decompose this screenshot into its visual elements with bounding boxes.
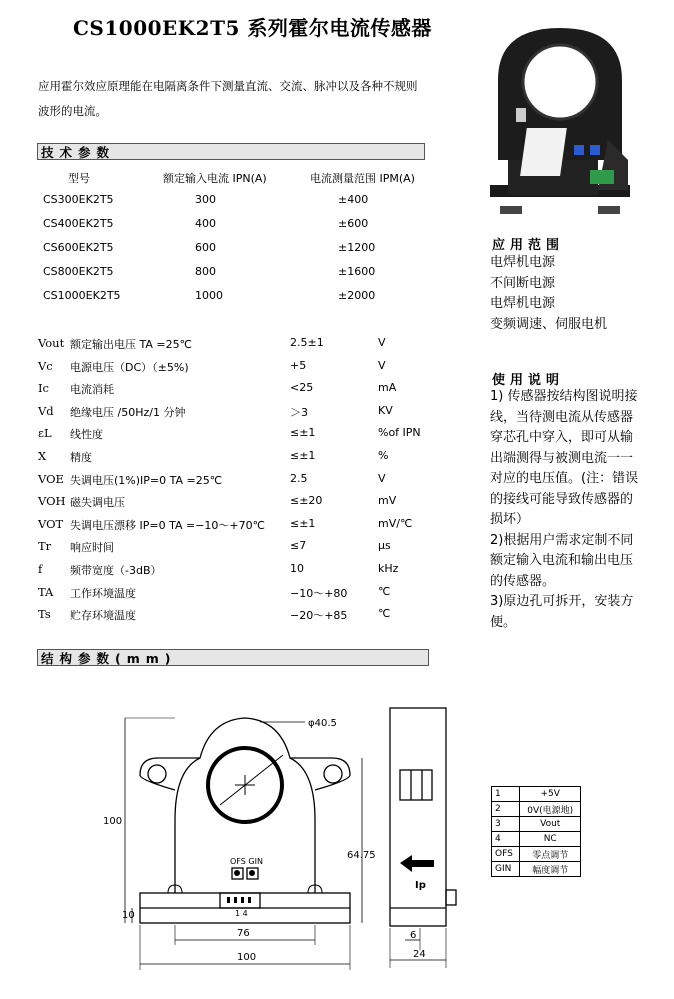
structure-section-heading: 结构参数(mm) (37, 649, 429, 666)
param-symbol: f (38, 562, 43, 576)
param-value: ≤±1 (290, 516, 316, 530)
page-title: CS1000EK2T5 系列霍尔电流传感器 (73, 16, 432, 40)
usage-line: 1) 传感器按结构图说明接 (490, 389, 638, 404)
pin-row (492, 787, 581, 802)
param-unit: kHz (378, 562, 399, 575)
pin-function: NC (520, 832, 581, 847)
dim-width-inner: 76 (237, 928, 250, 939)
param-description: 响应时间 (70, 541, 114, 555)
param-unit: % (378, 449, 389, 462)
param-unit: mV (378, 494, 397, 508)
param-symbol: X (38, 449, 47, 463)
param-description: 电流消耗 (70, 383, 114, 397)
ip-label: Ip (415, 880, 426, 891)
param-description: 额定输出电压 TA =25℃ (70, 338, 192, 351)
application-heading: 应用范围 (492, 238, 565, 253)
param-value: ≤±1 (290, 426, 316, 440)
param-description: 失调电压(1%)IP=0 TA =25℃ (70, 473, 223, 487)
dim-hole-diameter: φ40.5 (308, 718, 337, 729)
pin-id: 3 (492, 817, 520, 832)
param-value: −10～+80 (290, 586, 348, 600)
col-header-ipm: 电流测量范围 IPM(A) (310, 172, 415, 185)
dim-height-base: 10 (122, 910, 135, 921)
param-value: +5 (290, 358, 307, 372)
model-cell: CS400EK2T5 (43, 217, 114, 230)
ipm-cell: ±2000 (338, 289, 376, 302)
param-unit: KV (378, 403, 393, 417)
param-symbol: Vc (38, 358, 53, 373)
usage-text (490, 387, 638, 633)
structure-drawing (100, 700, 470, 972)
dim-width-total: 100 (237, 952, 257, 963)
param-value: 2.5±1 (290, 336, 324, 349)
usage-line: 出端测得与被测电流一一 (490, 450, 634, 466)
param-description: 线性度 (70, 428, 103, 442)
param-symbol: VOE (38, 471, 64, 486)
usage-line: 线，当待测电流从传感器 (490, 409, 634, 425)
ipn-cell: 1000 (195, 289, 223, 302)
param-unit: ℃ (378, 607, 391, 621)
pin-table (491, 786, 581, 877)
usage-heading: 使用说明 (492, 373, 565, 388)
pin-id: 1 (492, 787, 520, 802)
pin-row (492, 862, 581, 877)
param-symbol: VOT (38, 516, 64, 531)
param-unit: mA (378, 381, 397, 395)
pin-row (492, 832, 581, 847)
pin-id: GIN (492, 862, 520, 877)
param-value: −20～+85 (290, 609, 348, 623)
param-symbol: Vd (38, 403, 54, 418)
ipn-cell: 400 (195, 217, 216, 230)
pin-row (492, 817, 581, 832)
usage-line: 3)原边孔可拆开，安装方 (490, 594, 634, 609)
param-description: 绝缘电压 /50Hz/1 分钟 (70, 405, 186, 419)
ipm-cell: ±1200 (338, 241, 376, 254)
param-symbol: VOH (38, 494, 66, 509)
param-value: 2.5 (290, 471, 308, 485)
param-unit: V (378, 471, 386, 485)
pin-id: 2 (492, 802, 520, 817)
model-cell: CS1000EK2T5 (43, 289, 121, 302)
ipm-cell: ±600 (338, 217, 369, 230)
usage-line: 的接线可能导致传感器的 (490, 491, 634, 507)
param-unit: V (378, 358, 386, 372)
dim-height-total: 100 (103, 816, 123, 827)
ipn-cell: 600 (195, 241, 216, 254)
pin-numbers: 1 4 (235, 909, 248, 918)
param-symbol: Tr (38, 539, 52, 554)
param-unit: ℃ (378, 584, 391, 598)
param-unit: V (378, 336, 386, 349)
param-description: 贮存环境温度 (70, 609, 136, 623)
intro-text: 应用霍尔效应原理能在电隔离条件下测量直流、交流、脉冲以及各种不规则波形的电流。 (38, 79, 418, 118)
param-value: 10 (290, 562, 304, 575)
ipn-cell: 800 (195, 265, 216, 278)
param-symbol: TA (38, 584, 54, 599)
param-unit: μs (378, 539, 391, 553)
usage-line: 损坏） (490, 512, 530, 527)
usage-line: 的传感器。 (490, 573, 556, 589)
ipm-cell: ±400 (338, 193, 369, 206)
model-cell: CS300EK2T5 (43, 193, 114, 206)
model-cell: CS600EK2T5 (43, 241, 114, 254)
param-description: 精度 (70, 451, 92, 464)
pin-function: +5V (520, 787, 581, 802)
usage-line: 对应的电压值。(注：错误 (490, 471, 639, 486)
application-item: 不间断电源 (490, 275, 556, 291)
param-symbol: Ts (38, 607, 51, 622)
pin-id: 4 (492, 832, 520, 847)
usage-line: 穿芯孔中穿入，即可从输 (490, 430, 634, 445)
tech-section-heading: 技术参数 (37, 143, 425, 160)
ipm-cell: ±1600 (338, 265, 376, 278)
param-value: ≤±1 (290, 449, 316, 462)
usage-line: 额定输入电流和输出电压 (490, 553, 634, 568)
pin-id: OFS (492, 847, 520, 862)
param-value: <25 (290, 381, 314, 395)
application-list (490, 253, 607, 335)
col-header-ipn: 额定输入电流 IPN(A) (163, 172, 267, 185)
product-photo (478, 20, 643, 225)
application-item: 电焊机电源 (490, 255, 556, 270)
pin-function: Vout (520, 817, 581, 832)
dim-depth: 24 (413, 949, 426, 960)
param-symbol: εL (38, 426, 52, 441)
param-description: 频带宽度（-3dB） (70, 564, 162, 577)
dim-height-side: 64.75 (347, 850, 376, 861)
param-description: 失调电压漂移 IP=0 TA =−10～+70℃ (70, 518, 265, 532)
param-unit: %of IPN (378, 426, 421, 440)
param-description: 电源电压（DC）（±5%) (70, 360, 189, 374)
dim-depth-small: 6 (410, 930, 417, 941)
param-unit: mV/℃ (378, 516, 413, 530)
pin-function: 幅度调节 (520, 862, 581, 877)
pin-row (492, 802, 581, 817)
param-description: 磁失调电压 (70, 496, 125, 510)
model-cell: CS800EK2T5 (43, 265, 114, 278)
param-description: 工作环境温度 (70, 586, 136, 600)
pin-row (492, 847, 581, 862)
col-header-model: 型号 (68, 172, 90, 185)
param-value: ≤7 (290, 539, 307, 553)
param-value: ＞3 (290, 405, 308, 419)
application-item: 变频调速、伺服电机 (490, 316, 608, 332)
param-symbol: Vout (38, 336, 65, 350)
ipn-cell: 300 (195, 193, 216, 206)
pin-function: 0V(电源地) (520, 802, 581, 817)
ofs-gin-label: OFS GIN (230, 857, 263, 866)
usage-line: 便。 (490, 614, 517, 630)
param-symbol: Ic (38, 381, 49, 396)
pin-function: 零点调节 (520, 847, 581, 862)
usage-line: 2)根据用户需求定制不同 (490, 532, 634, 548)
param-value: ≤±20 (290, 494, 323, 508)
application-item: 电焊机电源 (490, 296, 556, 311)
